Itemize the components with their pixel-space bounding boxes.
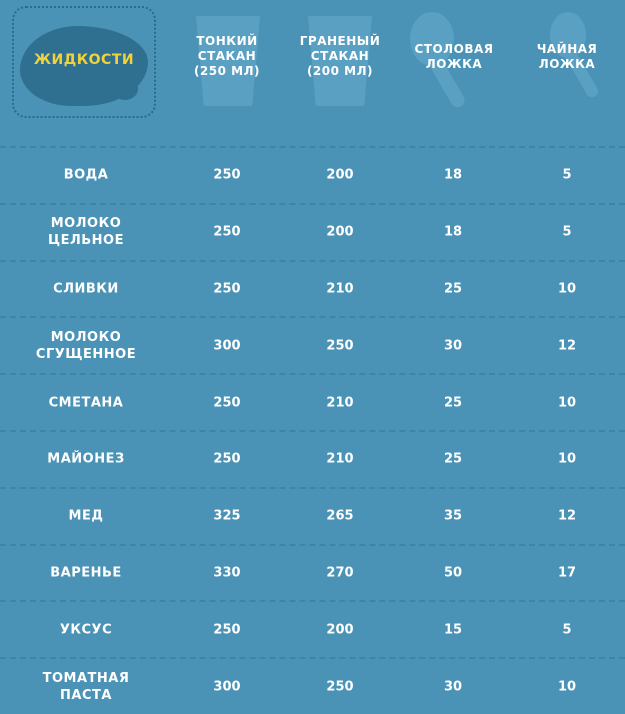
column-header-thin-glass	[182, 34, 272, 79]
column-header-tablespoon	[405, 42, 503, 72]
cell-value: 12	[557, 338, 577, 354]
cell-value: 35	[443, 508, 463, 524]
liquid-name	[20, 167, 152, 184]
cell-value: 250	[326, 679, 354, 695]
liquid-name-line: ЦЕЛЬНОЕ	[48, 233, 124, 249]
cell-value: 17	[557, 565, 577, 581]
liquid-name	[20, 329, 152, 363]
cell-value: 12	[557, 508, 577, 524]
table-row	[0, 600, 625, 657]
liquid-name-line: ПАСТА	[60, 687, 112, 703]
cell-value: 270	[326, 565, 354, 581]
cell-value: 25	[443, 395, 463, 411]
table-body	[0, 146, 625, 714]
cell-value: 250	[213, 167, 241, 183]
liquid-name	[20, 508, 152, 525]
liquid-name-line: УКСУС	[59, 622, 113, 638]
cell-value: 250	[213, 224, 241, 240]
cell-value: 18	[443, 167, 463, 183]
cell-value: 10	[557, 451, 577, 467]
cell-value: 30	[443, 679, 463, 695]
column-header-faceted-glass	[294, 34, 386, 79]
liquid-name	[20, 621, 152, 638]
header-line: ЛОЖКА	[425, 57, 483, 71]
cell-value: 18	[443, 224, 463, 240]
cell-value: 200	[326, 622, 354, 638]
liquid-name-line: СГУЩЕННОЕ	[35, 346, 137, 362]
liquid-name-line: СЛИВКИ	[53, 281, 119, 297]
table-row	[0, 203, 625, 260]
cell-value: 5	[562, 167, 572, 183]
header-line: (200 МЛ)	[306, 64, 374, 78]
column-header-teaspoon	[522, 42, 612, 72]
table-row	[0, 487, 625, 544]
liquid-name	[20, 670, 152, 704]
header-line: СТОЛОВАЯ	[414, 42, 494, 56]
cell-value: 210	[326, 281, 354, 297]
header-line: СТАКАН	[310, 49, 370, 63]
cell-value: 325	[213, 508, 241, 524]
header-line: ЧАЙНАЯ	[536, 42, 598, 56]
liquid-name-line: МЕД	[68, 508, 104, 524]
liquid-name-line: МАЙОНЕЗ	[47, 451, 125, 467]
liquid-name	[20, 215, 152, 249]
table-row	[0, 316, 625, 373]
cell-value: 10	[557, 281, 577, 297]
header-line: ЛОЖКА	[538, 57, 596, 71]
cell-value: 30	[443, 338, 463, 354]
table-row	[0, 260, 625, 317]
cell-value: 25	[443, 451, 463, 467]
cell-value: 5	[562, 224, 572, 240]
header-line: ГРАНЕНЫЙ	[299, 34, 381, 48]
cell-value: 300	[213, 679, 241, 695]
cell-value: 210	[326, 451, 354, 467]
cell-value: 300	[213, 338, 241, 354]
title-badge	[12, 6, 156, 118]
liquid-name-line: ВОДА	[63, 167, 109, 183]
liquid-name	[20, 280, 152, 297]
splash-drop	[112, 78, 138, 100]
table-row	[0, 430, 625, 487]
table-row	[0, 544, 625, 601]
table-title: ЖИДКОСТИ	[33, 52, 135, 68]
cell-value: 10	[557, 395, 577, 411]
cell-value: 25	[443, 281, 463, 297]
liquid-name	[20, 564, 152, 581]
table-header	[0, 0, 625, 140]
cell-value: 250	[213, 622, 241, 638]
header-line: (250 МЛ)	[193, 64, 261, 78]
cell-value: 330	[213, 565, 241, 581]
table-row	[0, 373, 625, 430]
cell-value: 210	[326, 395, 354, 411]
cell-value: 250	[213, 395, 241, 411]
cell-value: 200	[326, 167, 354, 183]
liquid-name-line: МОЛОКО	[50, 329, 122, 345]
cell-value: 250	[213, 451, 241, 467]
cell-value: 50	[443, 565, 463, 581]
header-line: ТОНКИЙ	[196, 34, 258, 48]
liquid-name	[20, 451, 152, 468]
cell-value: 250	[326, 338, 354, 354]
cell-value: 200	[326, 224, 354, 240]
liquid-name	[20, 394, 152, 411]
liquid-name-line: МОЛОКО	[50, 216, 122, 232]
table-row	[0, 146, 625, 203]
header-line: СТАКАН	[197, 49, 257, 63]
liquid-name-line: ТОМАТНАЯ	[42, 670, 130, 686]
cell-value: 15	[443, 622, 463, 638]
cell-value: 10	[557, 679, 577, 695]
cell-value: 250	[213, 281, 241, 297]
liquid-name-line: СМЕТАНА	[48, 395, 124, 411]
table-row	[0, 657, 625, 714]
cell-value: 265	[326, 508, 354, 524]
cell-value: 5	[562, 622, 572, 638]
liquid-name-line: ВАРЕНЬЕ	[50, 565, 122, 581]
